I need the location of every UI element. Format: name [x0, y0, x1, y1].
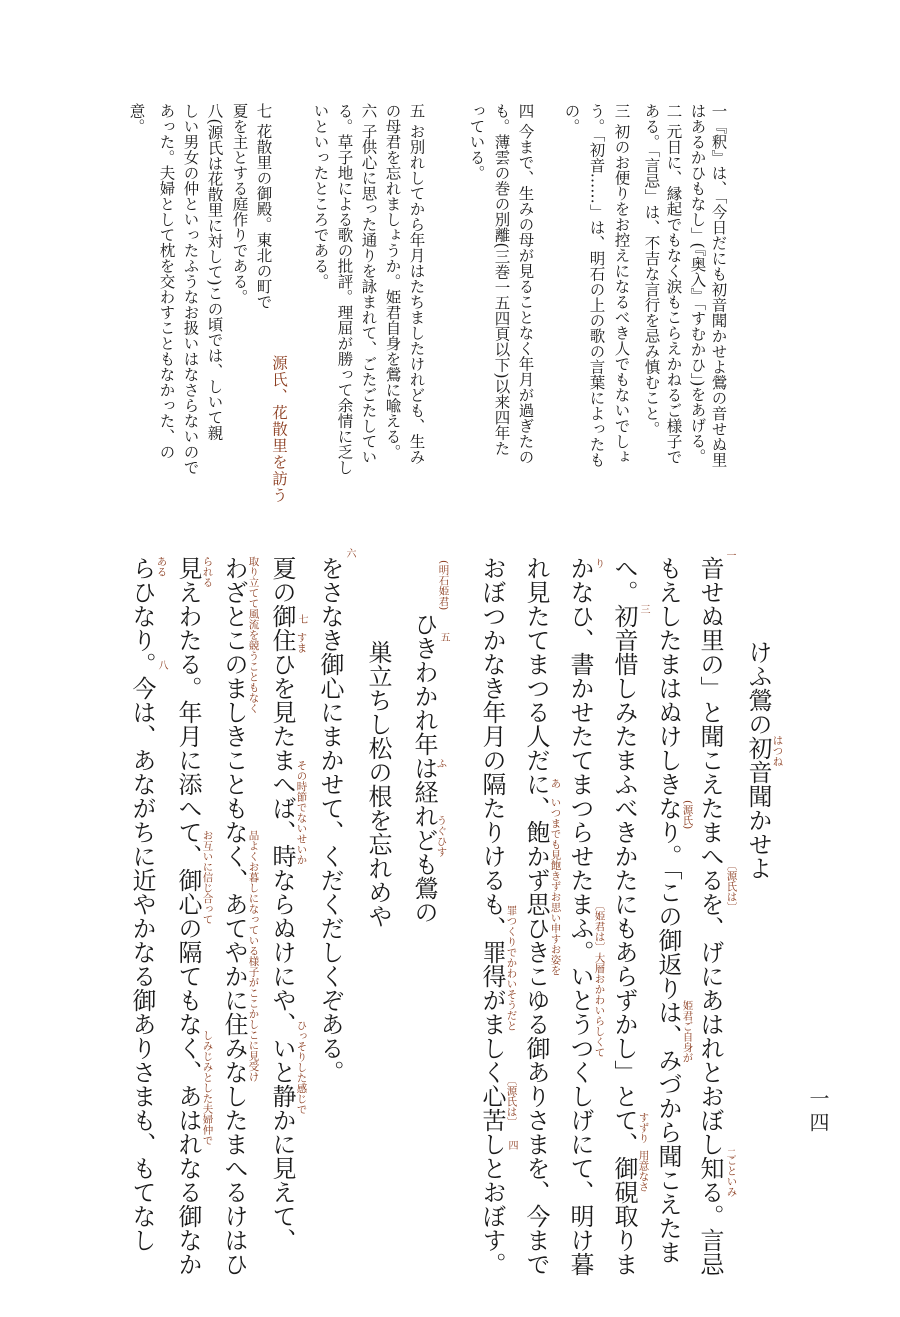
text-line: 音せぬ里の」と聞こえたまへるを、げにあはれとおぼし知る。言忌	[696, 556, 724, 1276]
poem-line: けふ鶯の初音聞かせよ	[744, 640, 772, 880]
note-line: 四 今まで、生みの母が見ることなく年月が過ぎたの	[516, 103, 535, 465]
text-line: らひなり。今は、あながちに近やかなる御ありさまも、もてなし	[128, 556, 156, 1252]
note-line: しい男女の仲といったふうなお扱いはなさらないので	[181, 103, 200, 475]
gloss-genji: (源氏)	[681, 800, 694, 830]
gloss-akashi: (明石姫君)	[437, 560, 450, 611]
gloss-himegimi-ha: 〔姫君は〕大層おかわいらしくて	[593, 900, 606, 1058]
note-line: の。	[562, 103, 581, 134]
gloss-youi: 用意なさ	[637, 1150, 650, 1192]
footnote-marker: 六	[344, 548, 355, 558]
footnote-marker: 七	[296, 614, 307, 624]
ruby-a: あ	[549, 778, 562, 789]
page-number: 一四	[806, 1088, 830, 1136]
note-line: 夏を主とする庭作りである。	[230, 103, 249, 305]
footnote-marker: 五	[438, 632, 449, 642]
gloss-himegimi-jishin: 姫君ご自身が	[681, 1000, 694, 1063]
note-line: も。薄雲の巻の別離(三巻一五四頁以下)以来四年た	[492, 103, 511, 457]
note-line: ある。「言忌」は、不吉な言行を忌み慎むこと。	[642, 103, 661, 437]
text-line: かなひ、書かせたてまつらせたまふ。いとうつくしげにて、明け暮	[566, 556, 594, 1276]
text-line: れ見たてまつる人だに、飽かず思ひきこゆる御ありさまを、今まで	[522, 556, 550, 1276]
footnote-marker: 二	[724, 1148, 735, 1158]
gloss-otagaini: お互いに信じ合って	[201, 830, 214, 925]
note-line: っている。	[467, 103, 486, 181]
section-heading: 源氏、花散里を訪う	[270, 355, 288, 504]
gloss-hissori: ひっそりした感じで	[295, 1020, 308, 1115]
note-line: 二 元日に、縁起でもなく涙もこらえかねるご様子で	[664, 103, 683, 465]
gloss-rareru: られる	[201, 556, 214, 588]
note-line: 一『釈』は、「今日だにも初音聞かせよ鶯の音せぬ里	[709, 103, 728, 468]
ruby-sumi: すま	[295, 632, 308, 653]
note-line: 八(源氏は花散里に対して)この頃では、しいて親	[205, 103, 224, 441]
footnote-marker: 八	[156, 660, 167, 670]
ruby-uguisu: うぐひす	[435, 815, 448, 857]
note-line: 意。	[127, 103, 146, 134]
text-line: 夏の御住ひを見たまへば、時ならぬけにや、いと静かに見えて、	[268, 556, 296, 1252]
gloss-genji-ha-2: 〔源氏は〕	[505, 1075, 518, 1128]
gloss-itsumademo: いつまでも見飽きずお思い申すお姿を	[549, 797, 562, 976]
note-line: はあるかひもなし」(『奥入』「すむかひ」)をあげる。	[688, 103, 707, 464]
gloss-toritatete: 取り立てて風流を競うこともなく	[247, 556, 260, 714]
text-line: おぼつかなき年月の隔たりけるも、罪得がましく心苦しとおぼす。	[478, 556, 506, 1276]
footnote-marker: 一	[724, 550, 735, 560]
ruby-suzuri: すずり	[637, 1112, 650, 1144]
gloss-hinayoku: 品よくお暮しになっている様子がここかしこに見受け	[247, 830, 260, 1082]
note-line: 七 花散里の御殿。東北の町で	[254, 103, 273, 310]
footnote-marker: 四	[506, 1140, 517, 1150]
ruby-hatsune: はつね	[771, 735, 784, 767]
gloss-tsumi: 罪つくりでかわいそうだと	[505, 905, 518, 1031]
gloss-sonojisetsu: その時節でないせいか	[295, 760, 308, 865]
note-line: 五 お別れしてから年月はたちましたけれども、生み	[407, 103, 426, 465]
gloss-genji-ha: 〔源氏は〕	[725, 860, 738, 913]
text-line: をさなき御心にまかせて、くだくだしくぞある。	[316, 556, 344, 1084]
text-line: 見えわたる。年月に添へて、御心の隔てもなく、あはれなる御なか	[174, 556, 202, 1276]
text-line: もえしたまはぬけしきなり。「この御返りは、みづから聞こえたま	[654, 556, 682, 1264]
note-line: る。草子地による歌の批評。理屈が勝って余情に乏し	[335, 103, 354, 475]
text-line: わざとこのましきこともなく、あてやかに住みなしたまへるけはひ	[220, 556, 248, 1276]
note-line: いといったところである。	[311, 103, 330, 289]
footnote-marker: 三	[638, 604, 649, 614]
gloss-ri: り	[593, 558, 606, 569]
poem-line: 巣立ちし松の根を忘れめや	[364, 640, 392, 928]
note-line: う。「初音……」は、明石の上の歌の言葉によったも	[587, 103, 606, 468]
ruby-kotoimi: こといみ	[725, 1155, 738, 1197]
note-line: 三 初のお便りをお控えになるべき人でもないでしょ	[612, 103, 631, 465]
gloss-aru: ある	[155, 556, 168, 577]
note-line: 六 子供心に思った通りを詠まれて、ごたごたしてい	[359, 103, 378, 465]
text-line: へ。初音惜しみたまふべきかたにもあらずかし」とて、御硯取りま	[610, 556, 638, 1276]
poem-line: ひきわかれ年は経れども鶯の	[410, 612, 438, 924]
gloss-shimijimi: しみじみとした夫婦仲で	[201, 1030, 214, 1146]
note-line: の母君を忘れましょうか。姫君自身を鶯に喩える。	[383, 103, 402, 460]
note-line: あった。夫婦として枕を交わすこともなかった、の	[157, 103, 176, 460]
ruby-fu: ふ	[435, 758, 448, 769]
